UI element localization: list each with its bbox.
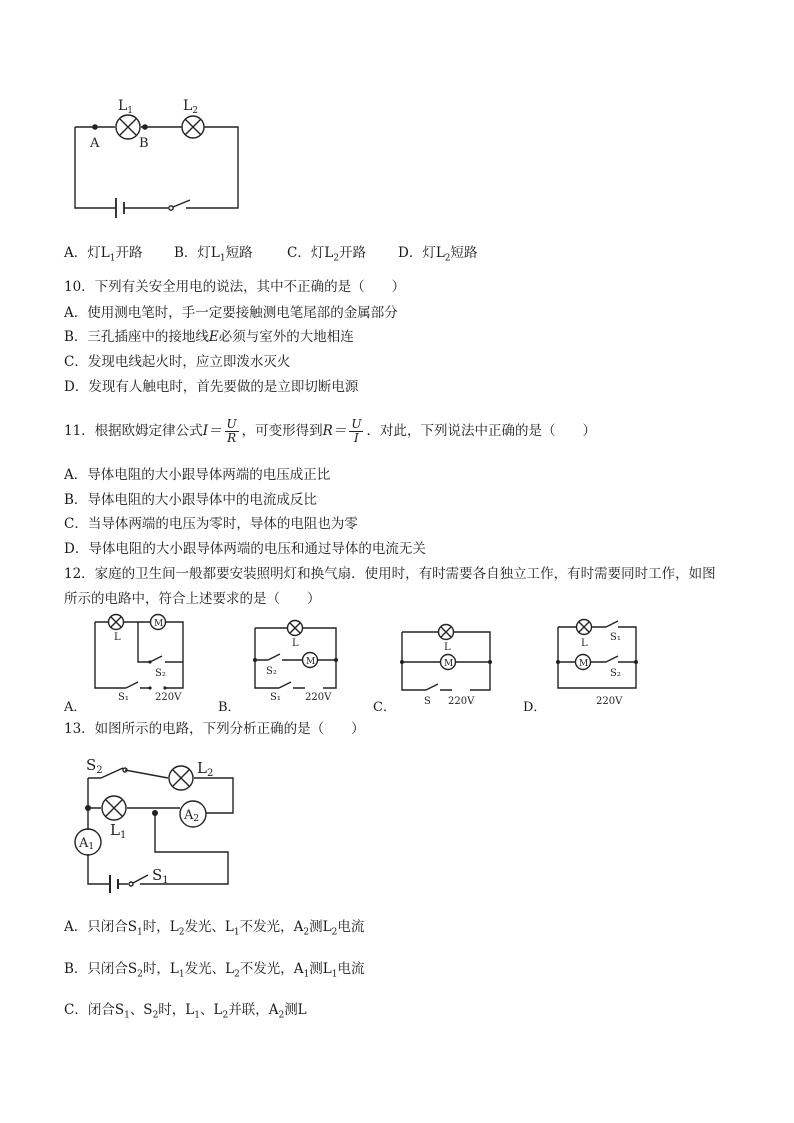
q13-ammeter-a2 <box>180 801 206 827</box>
q13-label-a1: A1 <box>79 836 95 852</box>
q13-label-l1: $L_1$ <box>110 821 127 841</box>
q12-stem-line2: 所示的电路中，符合上述要求的是（ ） <box>64 591 321 607</box>
svg-text:M: M <box>444 659 454 669</box>
q13-wires <box>75 766 233 893</box>
q13-ammeter-a1 <box>75 829 101 855</box>
svg-text:220V: 220V <box>448 696 475 707</box>
q10-option-d: D．发现有人触电时，首先要做的是立即切断电源 <box>64 379 359 395</box>
q13-label-l2: $L_2$ <box>197 759 214 779</box>
q11-formula-1: $\frac{U}{R}$ <box>226 417 237 445</box>
q12-option-c-label: C． <box>373 700 396 715</box>
q10-option-a: A．使用测电笔时，手一定要接触测电笔尾部的金属部分 <box>64 305 398 321</box>
svg-text:220V: 220V <box>305 692 332 703</box>
q10-option-c: C．发现电线起火时，应立即泼水灭火 <box>64 354 291 370</box>
q9-option-d: D．灯$L_2$短路 <box>398 245 478 264</box>
q9-option-a: A．灯$L_1$开路 <box>64 245 143 264</box>
q10-stem: 10．下列有关安全用电的说法，其中不正确的是（ ） <box>64 279 406 295</box>
q9-wires <box>75 115 238 218</box>
svg-text:S₁: S₁ <box>118 692 129 703</box>
q11-formula-2: $\frac{U}{I}$ <box>351 417 362 445</box>
q13-lamp-l2 <box>169 766 193 790</box>
q9-lamp-l2 <box>182 116 204 138</box>
svg-text:S₂: S₂ <box>155 668 166 679</box>
q9-option-c: C．灯$L_2$开路 <box>287 245 367 264</box>
q12-option-d-label: D． <box>523 700 547 715</box>
q9-option-b: B．灯$L_1$短路 <box>174 245 253 264</box>
q12-diagram-b <box>253 621 338 704</box>
svg-text:S₁: S₁ <box>610 632 621 643</box>
q10-option-b: B．三孔插座中的接地线E必须与室外的大地相连 <box>64 329 354 345</box>
q9-label-b: B <box>139 136 149 151</box>
q13-label-s2: $S_2$ <box>86 756 103 776</box>
q13-option-a: A．只闭合$S_1$时，$L_2$发光、$L_1$不发光，$A_2$测$L_2$电流 <box>64 919 365 938</box>
svg-text:L: L <box>292 638 299 649</box>
q12-diagram-c <box>400 625 492 708</box>
q9-switch <box>173 200 190 207</box>
q13-lamp-l1 <box>102 796 126 820</box>
q13-battery <box>110 875 118 893</box>
svg-text:220V: 220V <box>596 696 623 707</box>
q13-option-b: B．只闭合$S_2$时，$L_1$发光、$L_2$不发光，$A_1$测$L_1$电流 <box>64 961 365 980</box>
q9-label-a: A <box>90 136 100 151</box>
q9-label-l1: $L_1$ <box>118 98 134 116</box>
q11-stem: 11．根据欧姆定律公式I＝ $\frac{U}{R}$ ，可变形得到R＝ $\frac{U}{I}$ ．对此，下列说法中正确的是（ ） <box>64 417 596 445</box>
svg-text:M: M <box>306 657 316 667</box>
q9-battery <box>116 198 124 218</box>
q11-option-b: B．导体电阻的大小跟导体中的电流成反比 <box>64 492 317 508</box>
svg-text:L: L <box>581 638 588 649</box>
q9-label-l2: $L_2$ <box>183 98 199 116</box>
svg-text:S: S <box>424 696 431 707</box>
svg-text:S₂: S₂ <box>610 668 621 679</box>
q13-switch-s2 <box>101 768 123 778</box>
q13-option-c: C．闭合$S_1$、$S_2$时，$L_1$、$L_2$并联，$A_2$测L <box>64 1002 307 1021</box>
svg-text:S₂: S₂ <box>266 666 277 677</box>
q11-option-a: A．导体电阻的大小跟导体两端的电压成正比 <box>64 467 331 483</box>
svg-text:L: L <box>114 632 121 643</box>
svg-text:M: M <box>154 619 164 629</box>
q9-lamp-l1 <box>116 115 140 139</box>
q11-option-d: D．导体电阻的大小跟导体两端的电压和通过导体的电流无关 <box>64 541 426 557</box>
q13-label-a2: A2 <box>184 808 200 824</box>
q12-stem-line1: 12．家庭的卫生间一般都要安装照明灯和换气扇．使用时，有时需要各自独立工作，有时需要同时工作，如图 <box>64 566 716 582</box>
q12-diagram-d <box>556 620 638 708</box>
q12-option-b-label: B． <box>218 700 241 715</box>
svg-text:M: M <box>579 659 589 669</box>
svg-text:L: L <box>444 642 451 653</box>
q12-diagram-a <box>95 615 183 704</box>
q11-option-c: C．当导体两端的电压为零时，导体的电阻也为零 <box>64 516 358 532</box>
svg-text:S₁: S₁ <box>270 692 281 703</box>
q13-stem: 13．如图所示的电路，下列分析正确的是（ ） <box>64 721 365 737</box>
q13-label-s1: $S_1$ <box>152 866 169 886</box>
svg-text:220V: 220V <box>155 692 182 703</box>
q12-option-a-label: A． <box>64 700 87 715</box>
q13-switch-s1 <box>133 875 148 883</box>
